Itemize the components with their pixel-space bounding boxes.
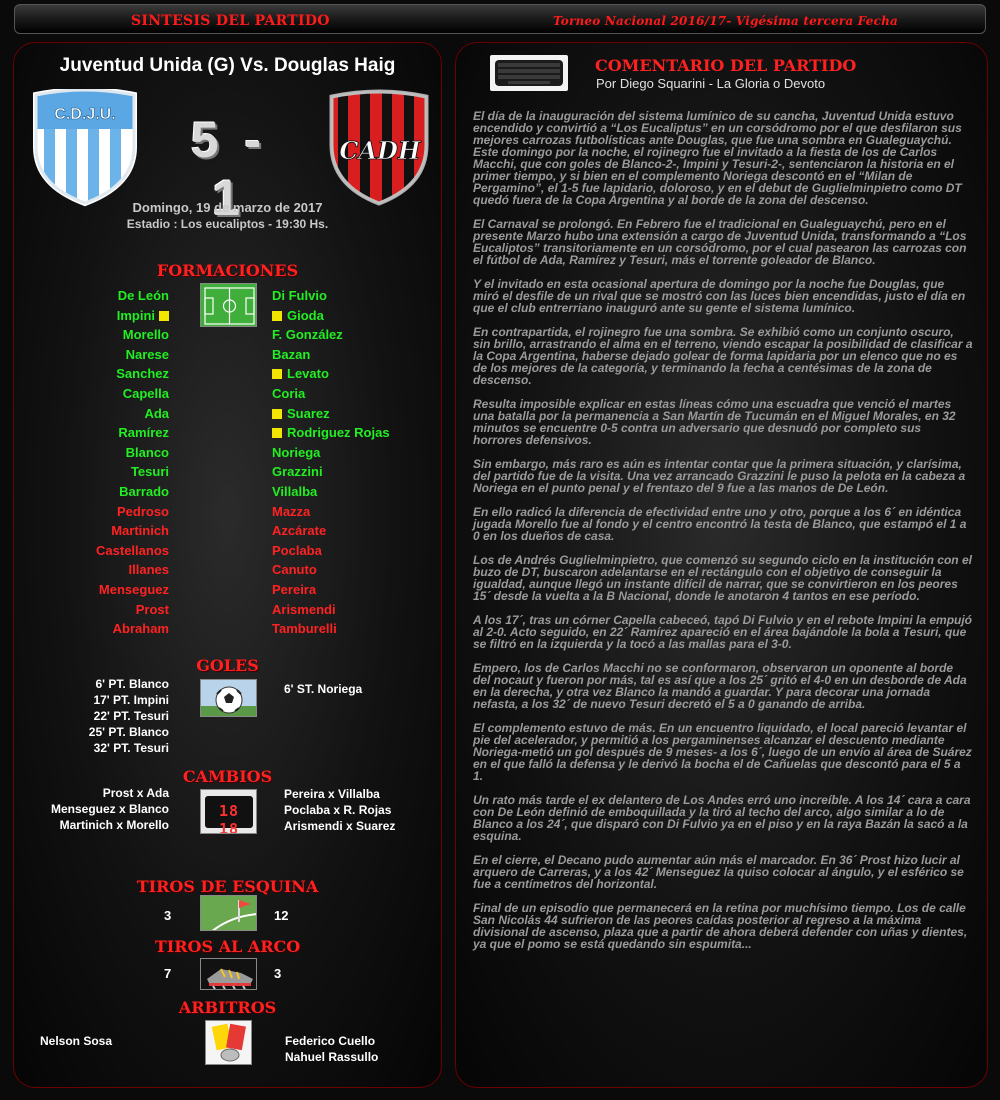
player-name: Castellanos	[96, 542, 169, 558]
away-badge-text: CADH	[339, 136, 421, 165]
goal-entry: 6' ST. Noriega	[284, 682, 363, 696]
commentary-paragraph: En contrapartida, el rojinegro fue una sombra. Se exhibió como un conjunto oscuro, sin brillo, arrastrando el alma en el terreno, viendo escapar la posibilidad de clasificar a la Copa Argentina, haberse dejado golear de forma lapidaria por un elenco que no es de los mejores de la categoría, y terminando la fecha a centésimas de la zona de descenso.	[473, 325, 973, 387]
commentary-paragraph: Resulta imposible explicar en estas líneas cómo una escuadra que venció el martes una batalla por la permanencia a San Martín de Tucumán en el Miguel Morales, en 32 minutos se encuentre 0-5 contra un adversario que desnudó por completo sus horrores defensivos.	[473, 397, 956, 447]
commentary-paragraph: Empero, los de Carlos Macchi no se conformaron, observaron un oponente al borde del nocaut y fueron por más, tal es así que a los 25´ gritó el 4-0 en un desborde de Ada en la derecha, y otra vez Blanco la mandó a guardar. Y para decorar una jornada nefasta, a los 32´ de nuevo Tesuri decretó el 5 a 0 ganando de arriba.	[473, 661, 967, 711]
player-name: Azcárate	[272, 523, 327, 539]
away-player	[272, 600, 390, 620]
home-player	[96, 600, 169, 620]
home-player	[96, 286, 169, 306]
final-score: 5 - 1	[190, 112, 268, 226]
away-player	[272, 384, 390, 404]
player-name: Levato	[287, 366, 329, 382]
player-name: Rodriguez Rojas	[287, 425, 390, 441]
referee-cards-icon	[205, 1020, 252, 1065]
away-team-badge	[324, 89, 434, 207]
match-date: Domingo, 19 de marzo de 2017	[132, 200, 323, 215]
player-name: F. González	[272, 327, 343, 343]
main-referee: Nelson Sosa	[40, 1034, 113, 1048]
away-player	[272, 345, 390, 365]
away-player	[272, 306, 390, 326]
home-team-badge	[30, 89, 140, 207]
player-name: Prost	[135, 601, 169, 617]
tournament-label: Torneo Nacional 2016/17- Vigésima tercera Fecha	[553, 14, 898, 28]
goal-entry: 6' PT. Blanco	[95, 677, 169, 691]
home-player	[96, 580, 169, 600]
player-name: Impini	[116, 307, 155, 323]
away-lineup	[272, 286, 390, 639]
commentary-paragraph: El día de la inauguración del sistema lumínico de su cancha, Juventud Unida estuvo encendido y convirtió a “Los Eucaliptus” en un corsódromo por el que desfilaron sus mejores carrozas futbolísticas ante Douglas, que fue una sombra en Gualeguaychú. Este domingo por la noche, el rojinegro fue el invitado a la fiesta de los de Carlos Macchi, que con goles de Blanco-2-, Impini y Tesuri-2-, sentenciaron la historia en el primer tiempo, y si bien en el complemento Noriega descontó en el “Milan de Pergamino”, el 1-5 fue lapidario, doloroso, y en el debut de Guglielminpietro como DT quedó fuera de la Copa Argentina y al borde de la zona del descenso.	[473, 109, 962, 207]
player-name: Tesuri	[130, 464, 169, 480]
home-player	[96, 541, 169, 561]
player-name: De León	[117, 288, 169, 303]
yellow-card-icon	[272, 428, 282, 438]
home-player	[96, 502, 169, 522]
away-player	[272, 560, 390, 580]
substitution-entry: Pereira x Villalba	[284, 787, 380, 801]
yellow-card-icon	[272, 311, 282, 321]
corners-heading: TIROS DE ESQUINA	[136, 877, 319, 896]
player-name: Coria	[272, 385, 306, 401]
commentary-paragraph: Un rato más tarde el ex delantero de Los Andes erró uno increíble. A los 14´ cara a cara con De León definió de emboquillada y la tiró al techo del arco, algo similar a lo de Blanco a los 24´, que disparó con Di Fulvio ya en el piso y en la raya Bazán la sacó a la esquina.	[473, 793, 971, 843]
away-shots: 3	[274, 966, 282, 981]
commentary-paragraph: Los de Andrés Guglielminpietro, que comenzó su segundo ciclo en la institución con el buzo de DT, buscaron adelantarse en el rectángulo con el objetivo de conseguir la igualdad, aunque llegó un instante difícil de narrar, que se convirtieron en los peores 15´ desde la vuelta a la B Nacional, donde le anotaron 4 tantos en ese período.	[473, 553, 972, 603]
home-goals	[89, 676, 169, 756]
commentary-paragraph: Final de un episodio que permanecerá en la retina por muchísimo tiempo. Los de calle San Nicolás 44 sufrieron de las peores caídas posterior al regreso a la máxima divisional de ascenso, plaza que a partir de ahora deberá defender con uñas y dientes, ya que el pomo se está quedando sin espumita...	[473, 901, 968, 951]
cambios-heading: CAMBIOS	[182, 767, 273, 786]
board-display: 18 18	[218, 802, 240, 834]
player-name: Abraham	[112, 621, 169, 637]
home-player	[96, 345, 169, 365]
commentary-author: Por Diego Squarini - La Gloria o Devoto	[596, 76, 826, 91]
home-badge-text: C.D.J.U.	[54, 106, 116, 123]
commentary-body	[473, 110, 973, 962]
keyboard-icon	[490, 55, 568, 91]
home-player	[96, 404, 169, 424]
corner-flag-icon	[200, 895, 257, 931]
substitution-entry: Poclaba x R. Rojas	[284, 803, 392, 817]
home-player	[96, 364, 169, 384]
player-name: Barrado	[119, 483, 169, 499]
player-name: Menseguez	[98, 581, 169, 597]
substitution-entry: Prost x Ada	[102, 786, 169, 800]
commentary-paragraph: Sin embargo, más raro es aún es intentar contar que la primera situación, y clarísima, del partido fue de la visita. Una vez arrancado Grazzini le puso la pelota en la cabeza a Noriega en el punto penal y el frentazo del 9 fue a las manos de De León.	[473, 457, 966, 495]
away-player	[272, 443, 390, 463]
goal-entry: 25' PT. Blanco	[88, 725, 169, 739]
player-name: Arismendi	[272, 601, 336, 617]
player-name: Capella	[122, 385, 169, 401]
away-player	[272, 325, 390, 345]
home-player	[96, 619, 169, 639]
shots-heading: TIROS AL ARCO	[154, 937, 301, 956]
away-player	[272, 502, 390, 522]
header-title: SINTESIS DEL PARTIDO	[131, 13, 330, 29]
away-player	[272, 462, 390, 482]
assistant-referee-1: Federico Cuello	[285, 1034, 376, 1048]
home-lineup	[96, 286, 169, 639]
yellow-card-icon	[159, 311, 169, 321]
player-name: Blanco	[125, 444, 169, 460]
player-name: Morello	[122, 327, 169, 343]
player-name: Ramírez	[118, 425, 169, 441]
player-name: Ada	[144, 405, 169, 421]
commentary-paragraph: En ello radicó la diferencia de efectividad entre uno y otro, porque a los 6´ en idéntica jugada Morello fue al fondo y el centro encontró la testa de Blanco, que estampó el 1 a 0 en los dueños de casa.	[473, 505, 967, 543]
match-summary-panel	[13, 42, 442, 1088]
player-name: Sanchez	[116, 366, 169, 382]
arbitros-heading: ARBITROS	[178, 998, 277, 1017]
home-player	[96, 384, 169, 404]
player-name: Poclaba	[272, 542, 322, 558]
home-player	[96, 560, 169, 580]
away-player	[272, 619, 390, 639]
goles-heading: GOLES	[196, 656, 259, 675]
home-player	[96, 325, 169, 345]
home-player	[96, 423, 169, 443]
player-name: Canuto	[272, 562, 317, 578]
substitution-entry: Martinich x Morello	[59, 818, 169, 832]
commentary-paragraph: En el cierre, el Decano pudo aumentar aún más el marcador. En 36´ Prost hizo lucir al arquero de Carreras, y a los 42´ Menseguez la quiso colocar al ángulo, y el esférico se fue a centímetros del horizontal.	[473, 853, 964, 891]
player-name: Mazza	[272, 503, 311, 519]
player-name: Suarez	[287, 405, 330, 421]
player-name: Pedroso	[116, 503, 169, 519]
home-corners: 3	[164, 908, 172, 923]
player-name: Gioda	[287, 307, 324, 323]
commentary-title: COMENTARIO DEL PARTIDO	[595, 56, 857, 75]
commentary-paragraph: El Carnaval se prolongó. En Febrero fue el tradicional en Gualeguaychú, pero en el presente Marzo hubo una extensión a cargo de Juventud Unida, transformando a “Los Eucaliptos” transitoriamente en un corsódromo, por el cual pasearon las carrozas con el fútbol de Ada, Ramírez y Tesuri, más el torrente goleador de Blanco.	[473, 217, 967, 267]
player-name: Grazzini	[272, 464, 323, 480]
assistant-referee-2: Nahuel Rassullo	[285, 1050, 379, 1064]
home-substitutions	[51, 785, 169, 833]
away-player	[272, 286, 390, 306]
ball-icon	[200, 679, 257, 717]
player-name: Bazan	[272, 346, 311, 362]
away-player	[272, 423, 390, 443]
commentary-panel	[455, 42, 988, 1088]
goal-entry: 17' PT. Impini	[93, 693, 169, 707]
goal-entry: 32' PT. Tesuri	[93, 741, 169, 755]
player-name: Narese	[125, 346, 169, 362]
home-player	[96, 306, 169, 326]
home-player	[96, 443, 169, 463]
player-name: Pereira	[272, 581, 317, 597]
field-icon	[200, 283, 257, 327]
away-substitutions	[284, 786, 395, 834]
commentary-paragraph: Y el invitado en esta ocasional apertura de domingo por la noche fue Douglas, que miró el desfile de un rival que se mostró con las luces bien encendidas, justo el día en que el club entrerriano inauguró ante su gente el sistema lumínico.	[473, 277, 966, 315]
player-name: Di Fulvio	[272, 288, 327, 303]
away-goals	[284, 681, 362, 697]
player-name: Martinich	[111, 523, 169, 539]
away-player	[272, 580, 390, 600]
commentary-paragraph: El complemento estuvo de más. En un encuentro liquidado, el local pareció levantar el pie del acelerador, y permitió a los pergaminenses alcanzar el descuento mediante Noriega-metió un gol después de 9 meses- a los 6´, luego de un envío al área de Suárez en el que falló la defensa y le derivó la bocha el de Cañuelas que descontó para el 5 a 1.	[473, 721, 972, 783]
match-title: Juventud Unida (G) Vs. Douglas Haig	[59, 55, 396, 76]
away-player	[272, 521, 390, 541]
boot-icon	[200, 958, 257, 990]
substitution-entry: Menseguez x Blanco	[50, 802, 169, 816]
away-player	[272, 404, 390, 424]
yellow-card-icon	[272, 409, 282, 419]
yellow-card-icon	[272, 369, 282, 379]
home-player	[96, 482, 169, 502]
home-player	[96, 462, 169, 482]
substitution-entry: Arismendi x Suarez	[284, 819, 396, 833]
player-name: Noriega	[272, 444, 321, 460]
home-player	[96, 521, 169, 541]
player-name: Tamburelli	[272, 621, 337, 637]
home-shots: 7	[164, 966, 172, 981]
away-player	[272, 541, 390, 561]
player-name: Villalba	[272, 483, 318, 499]
commentary-paragraph: A los 17´, tras un córner Capella cabeceó, tapó Di Fulvio y en el rebote Impini la empujó al 2-0. Acto seguido, en 22´ Ramírez apareció en el área bajándole la bola a Tesuri, que se filtró en la izquierda y la tocó a las mallas para el 3-0.	[473, 613, 973, 651]
away-corners: 12	[274, 908, 289, 923]
away-player	[272, 482, 390, 502]
away-player	[272, 364, 390, 384]
match-venue: Estadio : Los eucaliptos - 19:30 Hs.	[126, 217, 329, 231]
goal-entry: 22' PT. Tesuri	[93, 709, 169, 723]
player-name: Illanes	[128, 562, 169, 578]
formaciones-heading: FORMACIONES	[156, 261, 299, 280]
header-bar	[14, 4, 986, 34]
substitution-board-icon	[200, 789, 257, 834]
